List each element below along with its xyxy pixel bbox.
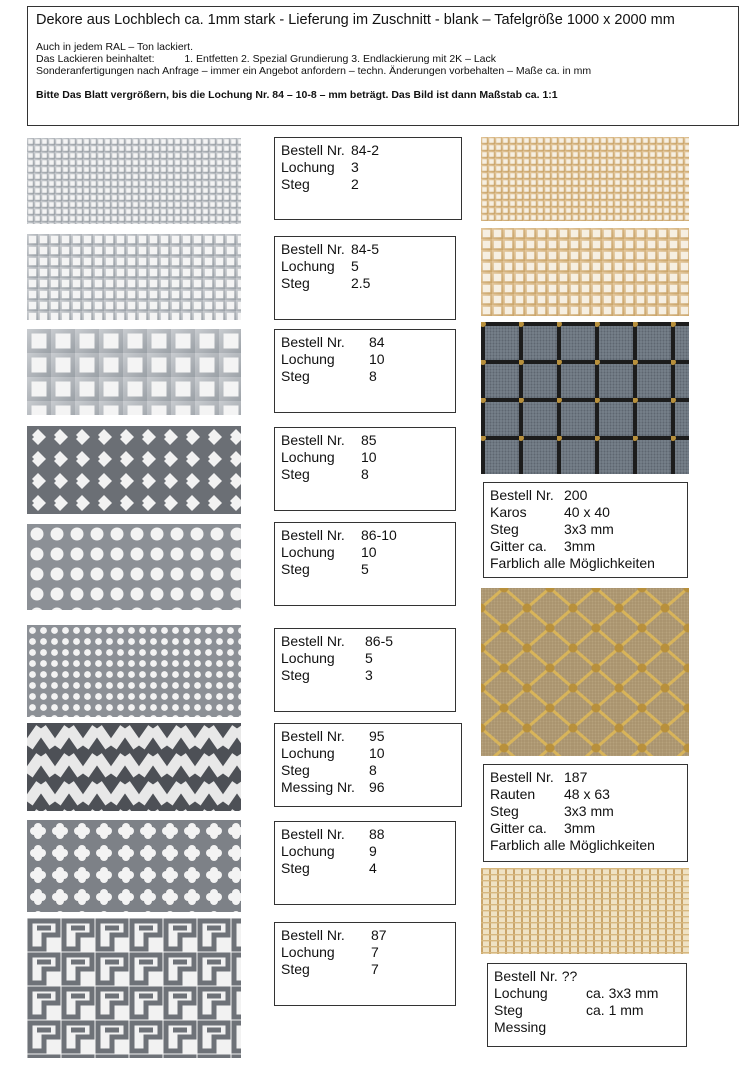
sample-84-5 — [27, 234, 241, 320]
info-row — [490, 504, 681, 521]
sample-187 — [481, 588, 689, 756]
info-value: 95 — [369, 728, 385, 744]
info-row — [281, 561, 449, 578]
info-row — [281, 650, 449, 667]
info-key: Lochung — [281, 650, 335, 666]
info-value: 84-2 — [351, 142, 380, 158]
info-value: 3 — [365, 667, 373, 683]
info-row — [281, 275, 449, 292]
info-key: Gitter ca. — [490, 820, 547, 836]
info-value: 3 — [351, 159, 359, 175]
sample-200 — [481, 322, 689, 474]
info-box-84 — [274, 329, 456, 413]
paint-steps-list: 1. Entfetten 2. Spezial Grundierung 3. Endlackierung mit 2K – Lack — [184, 53, 497, 65]
info-value: 8 — [369, 368, 377, 384]
pattern-graphic — [27, 234, 241, 320]
info-key: Lochung — [281, 544, 335, 560]
info-row — [281, 466, 449, 483]
info-box-86-10 — [274, 522, 456, 606]
info-row — [281, 927, 449, 944]
info-row — [281, 728, 455, 745]
info-value: 2.5 — [351, 275, 371, 291]
info-row — [490, 538, 681, 555]
info-row — [281, 351, 449, 368]
sample-86-5 — [27, 625, 241, 717]
info-key: Messing Nr. — [281, 779, 355, 795]
pattern-graphic — [481, 322, 689, 474]
info-key: Steg — [281, 561, 310, 577]
info-key: Steg — [281, 667, 310, 683]
sample-200-mid — [481, 228, 689, 316]
sample-85 — [27, 426, 241, 514]
info-value: 7 — [371, 961, 379, 977]
info-key: Bestell Nr. — [281, 527, 345, 543]
info-row — [490, 820, 681, 837]
info-row — [281, 544, 449, 561]
info-extra: Farblich alle Möglichkeiten — [490, 837, 655, 853]
info-key: Bestell Nr. — [281, 826, 345, 842]
info-value: 200 — [564, 487, 588, 503]
pattern-graphic — [481, 228, 689, 316]
custom-note: Sonderanfertigungen nach Anfrage – immer ein Angebot anfordern – techn. Änderungen vorbehalten – Maße ca. in mm — [36, 65, 592, 77]
info-box-85 — [274, 427, 456, 511]
info-extra: Farblich alle Möglichkeiten — [490, 555, 655, 571]
info-value: 10 — [369, 351, 385, 367]
info-row — [281, 944, 449, 961]
info-value: 3x3 mm — [564, 521, 614, 537]
pattern-graphic — [481, 868, 689, 954]
info-row — [281, 961, 449, 978]
sample-brass-mesh — [481, 868, 689, 954]
info-value: 84 — [369, 334, 385, 350]
info-row — [281, 449, 449, 466]
pattern-graphic — [27, 625, 241, 717]
pattern-graphic — [481, 137, 689, 221]
info-key: Bestell Nr. ?? — [494, 968, 578, 984]
info-row — [281, 745, 455, 762]
info-key: Steg — [490, 803, 519, 819]
info-row — [281, 860, 449, 877]
paint-steps — [36, 53, 730, 65]
info-value: 10 — [369, 745, 385, 761]
info-value: 5 — [361, 561, 369, 577]
info-value: 9 — [369, 843, 377, 859]
info-value: 8 — [369, 762, 377, 778]
info-row — [281, 667, 449, 684]
sample-84-2 — [27, 138, 241, 224]
info-key: Steg — [281, 176, 310, 192]
info-row — [281, 826, 449, 843]
info-row — [494, 985, 680, 1002]
info-row — [281, 368, 449, 385]
info-value: 3mm — [564, 820, 596, 836]
sample-200-top — [481, 137, 689, 221]
pattern-graphic — [27, 723, 241, 811]
info-row — [281, 843, 449, 860]
info-value: 10 — [361, 449, 377, 465]
info-value: 86-10 — [361, 527, 397, 543]
pattern-graphic — [27, 138, 241, 224]
info-value: 40 x 40 — [564, 504, 610, 520]
info-key: Steg — [494, 1002, 523, 1018]
info-value: 86-5 — [365, 633, 394, 649]
info-value: 3x3 mm — [564, 803, 614, 819]
info-key: Lochung — [281, 351, 335, 367]
info-row — [281, 159, 455, 176]
info-value: 96 — [369, 779, 385, 795]
info-row — [281, 432, 449, 449]
info-key: Steg — [490, 521, 519, 537]
info-row — [281, 762, 455, 779]
info-row — [281, 241, 449, 258]
info-key: Steg — [281, 762, 310, 778]
pattern-graphic — [27, 918, 241, 1058]
info-box-87 — [274, 922, 456, 1006]
info-value: 88 — [369, 826, 385, 842]
info-key: Rauten — [490, 786, 536, 802]
info-row — [490, 786, 681, 803]
info-key: Bestell Nr. — [490, 769, 554, 785]
sample-88 — [27, 820, 241, 912]
info-value: 4 — [369, 860, 377, 876]
info-box-84-2 — [274, 137, 462, 220]
info-box-84-5 — [274, 236, 456, 320]
info-key: Lochung — [281, 449, 335, 465]
info-key: Bestell Nr. — [281, 334, 345, 350]
sample-87 — [27, 918, 241, 1058]
info-value: 3mm — [564, 538, 596, 554]
paint-steps-label: Das Lackieren beinhaltet: — [36, 53, 155, 65]
info-row — [281, 527, 449, 544]
info-row — [490, 803, 681, 820]
info-row — [490, 769, 681, 786]
pattern-graphic — [27, 524, 241, 610]
info-key: Lochung — [281, 159, 335, 175]
info-key: Lochung — [281, 745, 335, 761]
info-box-200 — [483, 482, 688, 578]
info-row — [281, 176, 455, 193]
pattern-graphic — [481, 588, 689, 756]
info-key: Karos — [490, 504, 527, 520]
info-key: Bestell Nr. — [281, 142, 345, 158]
ral-note: Auch in jedem RAL – Ton lackiert. — [36, 41, 193, 53]
info-box-unknown — [487, 963, 687, 1047]
info-box-88 — [274, 821, 456, 905]
info-key: Steg — [281, 466, 310, 482]
info-value: ca. 1 mm — [586, 1002, 644, 1018]
info-row — [281, 258, 449, 275]
pattern-graphic — [27, 820, 241, 912]
info-value: 8 — [361, 466, 369, 482]
sample-95 — [27, 723, 241, 811]
info-value: 10 — [361, 544, 377, 560]
sample-86-10 — [27, 524, 241, 610]
scale-note: Bitte Das Blatt vergrößern, bis die Lochung Nr. 84 – 10-8 – mm beträgt. Das Bild ist dann Maßstab ca. 1:1 — [36, 89, 558, 101]
page-title: Dekore aus Lochblech ca. 1mm stark - Lieferung im Zuschnitt - blank – Tafelgröße 1000 x 2000 mm — [36, 12, 675, 28]
sample-84 — [27, 329, 241, 415]
pattern-graphic — [27, 329, 241, 415]
info-row — [490, 521, 681, 538]
info-row — [281, 779, 455, 796]
info-key: Steg — [281, 961, 310, 977]
info-box-95 — [274, 723, 462, 807]
info-box-187 — [483, 764, 688, 862]
info-row — [281, 142, 455, 159]
info-key: Bestell Nr. — [281, 728, 345, 744]
info-row — [281, 334, 449, 351]
info-value: 84-5 — [351, 241, 380, 257]
info-row — [281, 633, 449, 650]
info-key: Steg — [281, 860, 310, 876]
pattern-graphic — [27, 426, 241, 514]
info-key: Lochung — [281, 944, 335, 960]
info-key: Lochung — [281, 843, 335, 859]
info-value: 187 — [564, 769, 588, 785]
info-key: Lochung — [494, 985, 548, 1001]
info-key: Steg — [281, 368, 310, 384]
info-key: Bestell Nr. — [281, 241, 345, 257]
info-row — [494, 1002, 680, 1019]
info-value: 2 — [351, 176, 359, 192]
info-value: 5 — [351, 258, 359, 274]
info-key: Gitter ca. — [490, 538, 547, 554]
info-value: 5 — [365, 650, 373, 666]
info-key: Steg — [281, 275, 310, 291]
info-key: Bestell Nr. — [281, 432, 345, 448]
info-key: Lochung — [281, 258, 335, 274]
info-value: 48 x 63 — [564, 786, 610, 802]
info-row — [490, 487, 681, 504]
info-key: Messing — [494, 1019, 547, 1035]
info-value: ca. 3x3 mm — [586, 985, 659, 1001]
info-value: 7 — [371, 944, 379, 960]
info-key: Bestell Nr. — [490, 487, 554, 503]
info-row — [494, 1019, 680, 1036]
info-key: Bestell Nr. — [281, 927, 345, 943]
info-box-86-5 — [274, 628, 456, 712]
info-row — [494, 968, 680, 985]
info-value: 85 — [361, 432, 377, 448]
info-key: Bestell Nr. — [281, 633, 345, 649]
info-value: 87 — [371, 927, 387, 943]
header-box — [27, 6, 739, 126]
